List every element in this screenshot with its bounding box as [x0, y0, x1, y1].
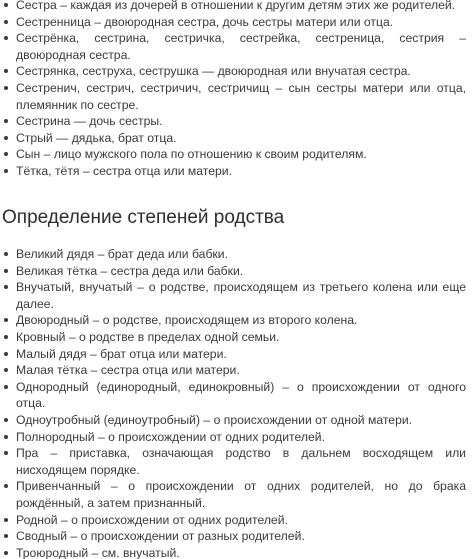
list-item — [0, 478, 474, 511]
list-item-text: Сын – лицо мужского пола по отношению к своим родителям. — [16, 147, 367, 162]
list-item — [0, 312, 474, 329]
list-item — [0, 329, 474, 346]
list-item — [0, 113, 474, 130]
list-item-text: Великий дядя – брат деда или бабки. — [16, 247, 228, 261]
bullet-icon — [4, 136, 8, 140]
bullet-icon — [4, 484, 8, 488]
bullet-icon — [4, 152, 8, 156]
list-item — [0, 528, 474, 545]
list-item-text: Малая тётка – сестра отца или матери. — [16, 363, 240, 378]
list-item-text: Пра – приставка, означающая родство в дальнем восходящем или нисходящем порядке. — [16, 446, 466, 477]
list-item — [0, 130, 474, 147]
bullet-icon — [4, 551, 8, 555]
list-item — [0, 362, 474, 379]
list-item-text: Родной – о происхождении от одних родителей. — [16, 512, 288, 527]
bullet-icon — [4, 86, 8, 90]
bullet-icon — [4, 352, 8, 356]
bullet-icon — [4, 335, 8, 339]
list-item — [0, 246, 474, 263]
list-item — [0, 63, 474, 80]
bullet-icon — [4, 36, 8, 40]
list-item-text: Одноутробный (единоутробный) – о происхождении от одной матери. — [16, 412, 413, 427]
bullet-icon — [4, 269, 8, 273]
bullet-icon — [4, 119, 8, 123]
list-item-text: Малый дядя – брат отца или матери. — [16, 346, 227, 361]
bullet-icon — [4, 368, 8, 372]
bullet-icon — [4, 534, 8, 538]
list-item-text: Стрый — дядька, брат отца. — [16, 130, 177, 145]
bullet-icon — [4, 518, 8, 522]
list-item-text: Сестрина — дочь сестры. — [16, 114, 163, 129]
list-item-text: Великая тётка – сестра деда или бабки. — [16, 263, 244, 278]
bullet-icon — [4, 20, 8, 24]
list-item-text: Однородный (единородный, единокровный) – о происхождении от одного отца. — [16, 379, 466, 411]
list-item — [0, 14, 474, 31]
list-item-text: Тётка, тётя – сестра отца или матери. — [16, 163, 232, 178]
bullet-icon — [4, 169, 8, 173]
bullet-icon — [4, 385, 8, 389]
list-item — [0, 263, 474, 280]
list-item — [0, 429, 474, 446]
bullet-icon — [4, 435, 8, 439]
list-item-text: Сестрянка, сеструха, сеструшка — двоюродная или внучатая сестра. — [16, 64, 411, 79]
list-item — [0, 412, 474, 429]
list-item — [0, 545, 474, 559]
list-item — [0, 279, 474, 312]
list-item — [0, 445, 474, 478]
list-item-text: Сестренница – двоюродная сестра, дочь сестры матери или отца. — [16, 14, 394, 29]
bullet-icon — [4, 418, 8, 422]
list-item-text: Полнородный – о происхождении от одних родителей. — [16, 429, 325, 444]
list-item — [0, 163, 474, 180]
bullet-icon — [4, 3, 8, 7]
list-item — [0, 0, 474, 14]
list-item — [0, 512, 474, 529]
bullet-icon — [4, 285, 8, 289]
bullet-icon — [4, 69, 8, 73]
list-item-text: Сестра – каждая из дочерей в отношении к другим детям этих же родителей. — [16, 0, 456, 12]
list-item-text: Сводный – о происхождении от разных родителей. — [16, 529, 305, 544]
section-heading: Определение степеней родства — [2, 207, 285, 228]
list-item-text: Сестренич, сестрич, сестричич, сестричищ – сын сестры матери или отца, племянник по сестре. — [16, 80, 466, 112]
list-item-text: Сестрёнка, сестрина, сестричка, сестрейка, сестреница, сестрия – двоюродная сестра. — [16, 31, 466, 62]
bullet-icon — [4, 451, 8, 455]
list-item — [0, 30, 474, 63]
list-item-text: Двоюродный – о родстве, происходящем из второго колена. — [16, 313, 358, 328]
bullet-icon — [4, 252, 8, 256]
list-item — [0, 146, 474, 163]
list-item-text: Привенчанный – о происхождении от одних родителей, но до брака рождённый, а затем признанный. — [16, 479, 466, 510]
bullet-icon — [4, 318, 8, 322]
list-item — [0, 346, 474, 363]
kinship-terms-list — [0, 0, 474, 180]
list-item-text: Внучатый, внучатый – о родстве, происходящем из третьего колена или еще далее. — [16, 280, 466, 311]
list-item-text: Троюродный – см. внучатый. — [16, 545, 180, 559]
list-item — [0, 379, 474, 412]
list-item — [0, 80, 474, 113]
list-item-text: Кровный – о родстве в пределах одной семьи. — [16, 329, 280, 344]
kinship-degrees-list — [0, 246, 474, 559]
